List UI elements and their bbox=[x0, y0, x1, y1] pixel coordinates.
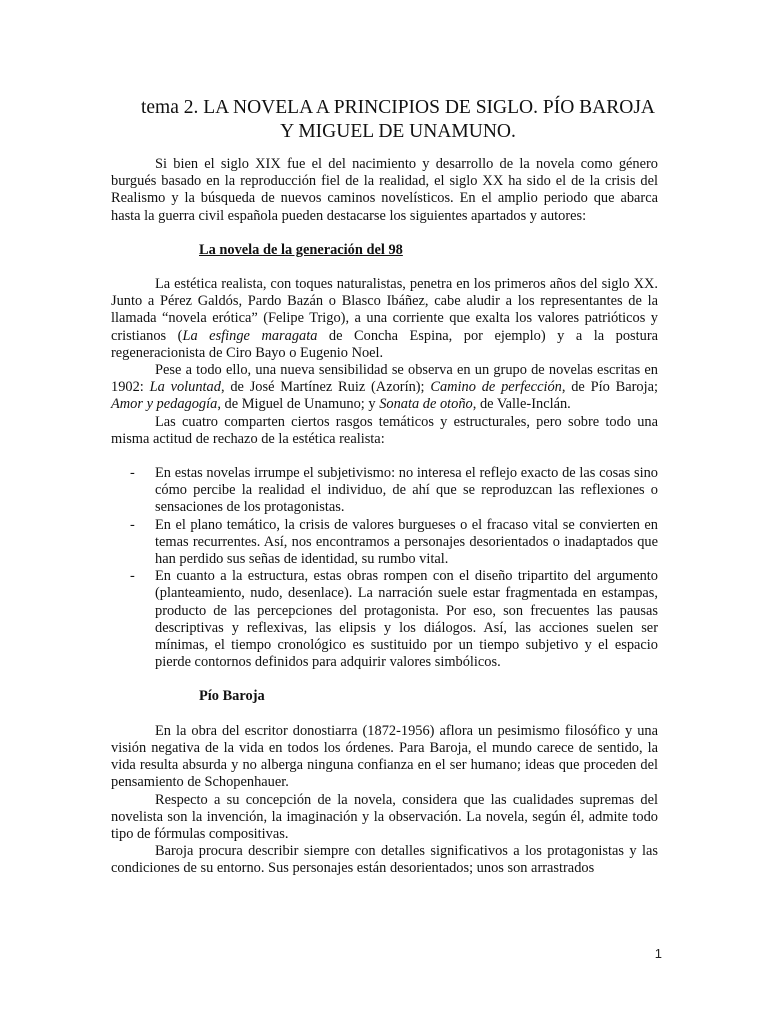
document-title: tema 2. LA NOVELA A PRINCIPIOS DE SIGLO. PÍO BAROJA Y MIGUEL DE UNAMUNO. bbox=[140, 97, 656, 142]
spacer bbox=[111, 671, 658, 688]
section-heading-pio-baroja: Pío Baroja bbox=[199, 688, 265, 705]
list-item-text: En cuanto a la estructura, estas obras rompen con el diseño tripartito del argumento (planteamiento, nudo, desenlace). La narración suele estar fragmentada en estampas, producto de las percepciones del protagonista. Por eso, son frecuentes las pausas descriptivas y reflexivas, las elipsis y los diálogos. Así, las acciones suelen ser mínimas, el tiempo cronológico es sustituido por un tiempo subjetivo y el espacio pierde contornos definidos para adquirir valores simbólicos. bbox=[155, 568, 658, 671]
intro-paragraph: Si bien el siglo XIX fue el del nacimiento y desarrollo de la novela como género burgués basado en la reproducción fiel de la realidad, el siglo XX ha sido el de la crisis del Realismo y la búsqueda de nuevos caminos novelísticos. En el amplio periodo que abarca hasta la guerra civil española pueden destacarse los siguientes apartados y autores: bbox=[111, 156, 658, 224]
spacer bbox=[111, 259, 658, 276]
dash-bullet: - bbox=[130, 568, 135, 585]
list-item-text: En el plano temático, la crisis de valores burgueses o el fracaso vital se convierten en temas recurrentes. Así, nos encontramos a personajes desorientados o inadaptados que han perdido sus señas de identidad, su rumbo vital. bbox=[155, 516, 658, 568]
paragraph-baroja-concepcion: Respecto a su concepción de la novela, considera que las cualidades supremas del novelista son la invención, la imaginación y la observación. La novela, según él, admite todo tipo de fórmulas compositivas. bbox=[111, 791, 658, 842]
dash-bullet: - bbox=[130, 465, 135, 482]
document-body bbox=[111, 156, 658, 878]
characteristics-list bbox=[111, 465, 658, 671]
text-run: La estética realista, con toques naturalistas, penetra en los primeros años del siglo XX. Junto a Pérez Galdós, Pardo Bazán o Blasco Ibáñez, cabe aludir a los representantes de la llamada “novela erótica” (Felipe Trigo), a una corriente que exalta los valores patrióticos y cristianos ( bbox=[111, 276, 658, 344]
section-heading-generacion-98 bbox=[111, 242, 658, 259]
paragraph-rasgos-comunes: Las cuatro comparten ciertos rasgos temáticos y estructurales, pero sobre todo una misma actitud de rechazo de la estética realista: bbox=[111, 413, 658, 447]
list-item bbox=[111, 568, 658, 671]
text-run: , de Miguel de Unamuno; y bbox=[217, 396, 380, 413]
book-title-amor-y-pedagogia: Amor y pedagogía bbox=[111, 396, 218, 413]
spacer bbox=[111, 706, 658, 723]
text-run: , de José Martínez Ruiz (Azorín); bbox=[220, 379, 431, 396]
book-title-sonata-de-otono: Sonata de otoño bbox=[379, 396, 473, 413]
page-number: 1 bbox=[654, 946, 662, 961]
list-item bbox=[111, 517, 658, 569]
paragraph-baroja-pesimismo: En la obra del escritor donostiarra (1872-1956) aflora un pesimismo filosófico y una visión negativa de la vida en todos los órdenes. Para Baroja, el mundo carece de sentido, la vida resulta absurda y no alberga ninguna confianza en el ser humano; ideas que proceden del pensamiento de Schopenhauer. bbox=[111, 722, 658, 791]
section-heading-text: La novela de la generación del 98 bbox=[199, 241, 403, 258]
book-title-esfinge-maragata: La esfinge maragata bbox=[182, 327, 318, 344]
text-run: Pese a todo ello, una nueva sensibilidad se observa en un grupo de novelas escritas en 1902: bbox=[111, 362, 658, 396]
list-item bbox=[111, 465, 658, 517]
list-item-text: En estas novelas irrumpe el subjetivismo: no interesa el reflejo exacto de las cosas sino cómo percibe la realidad el individuo, de ahí que se reproduzcan las reflexiones o sensaciones de los protagonistas. bbox=[155, 465, 658, 516]
paragraph-estetica-realista bbox=[111, 276, 658, 362]
spacer bbox=[111, 225, 658, 242]
text-run: , de Pío Baroja; bbox=[561, 379, 658, 396]
spacer bbox=[111, 448, 658, 465]
book-title-la-voluntad: La voluntad bbox=[149, 379, 221, 396]
paragraph-nueva-sensibilidad bbox=[111, 362, 658, 414]
text-run: , de Valle-Inclán. bbox=[472, 396, 571, 413]
paragraph-baroja-personajes: Baroja procura describir siempre con detalles significativos a los protagonistas y las condiciones de su entorno. Sus personajes están desorientados; unos son arrastrados bbox=[111, 843, 658, 877]
book-title-camino-de-perfeccion: Camino de perfección bbox=[430, 379, 562, 396]
text-run: de Concha Espina, por ejemplo) y a la postura regeneracionista de Ciro Bayo o Eugenio Noel. bbox=[111, 327, 658, 361]
dash-bullet: - bbox=[130, 516, 135, 533]
